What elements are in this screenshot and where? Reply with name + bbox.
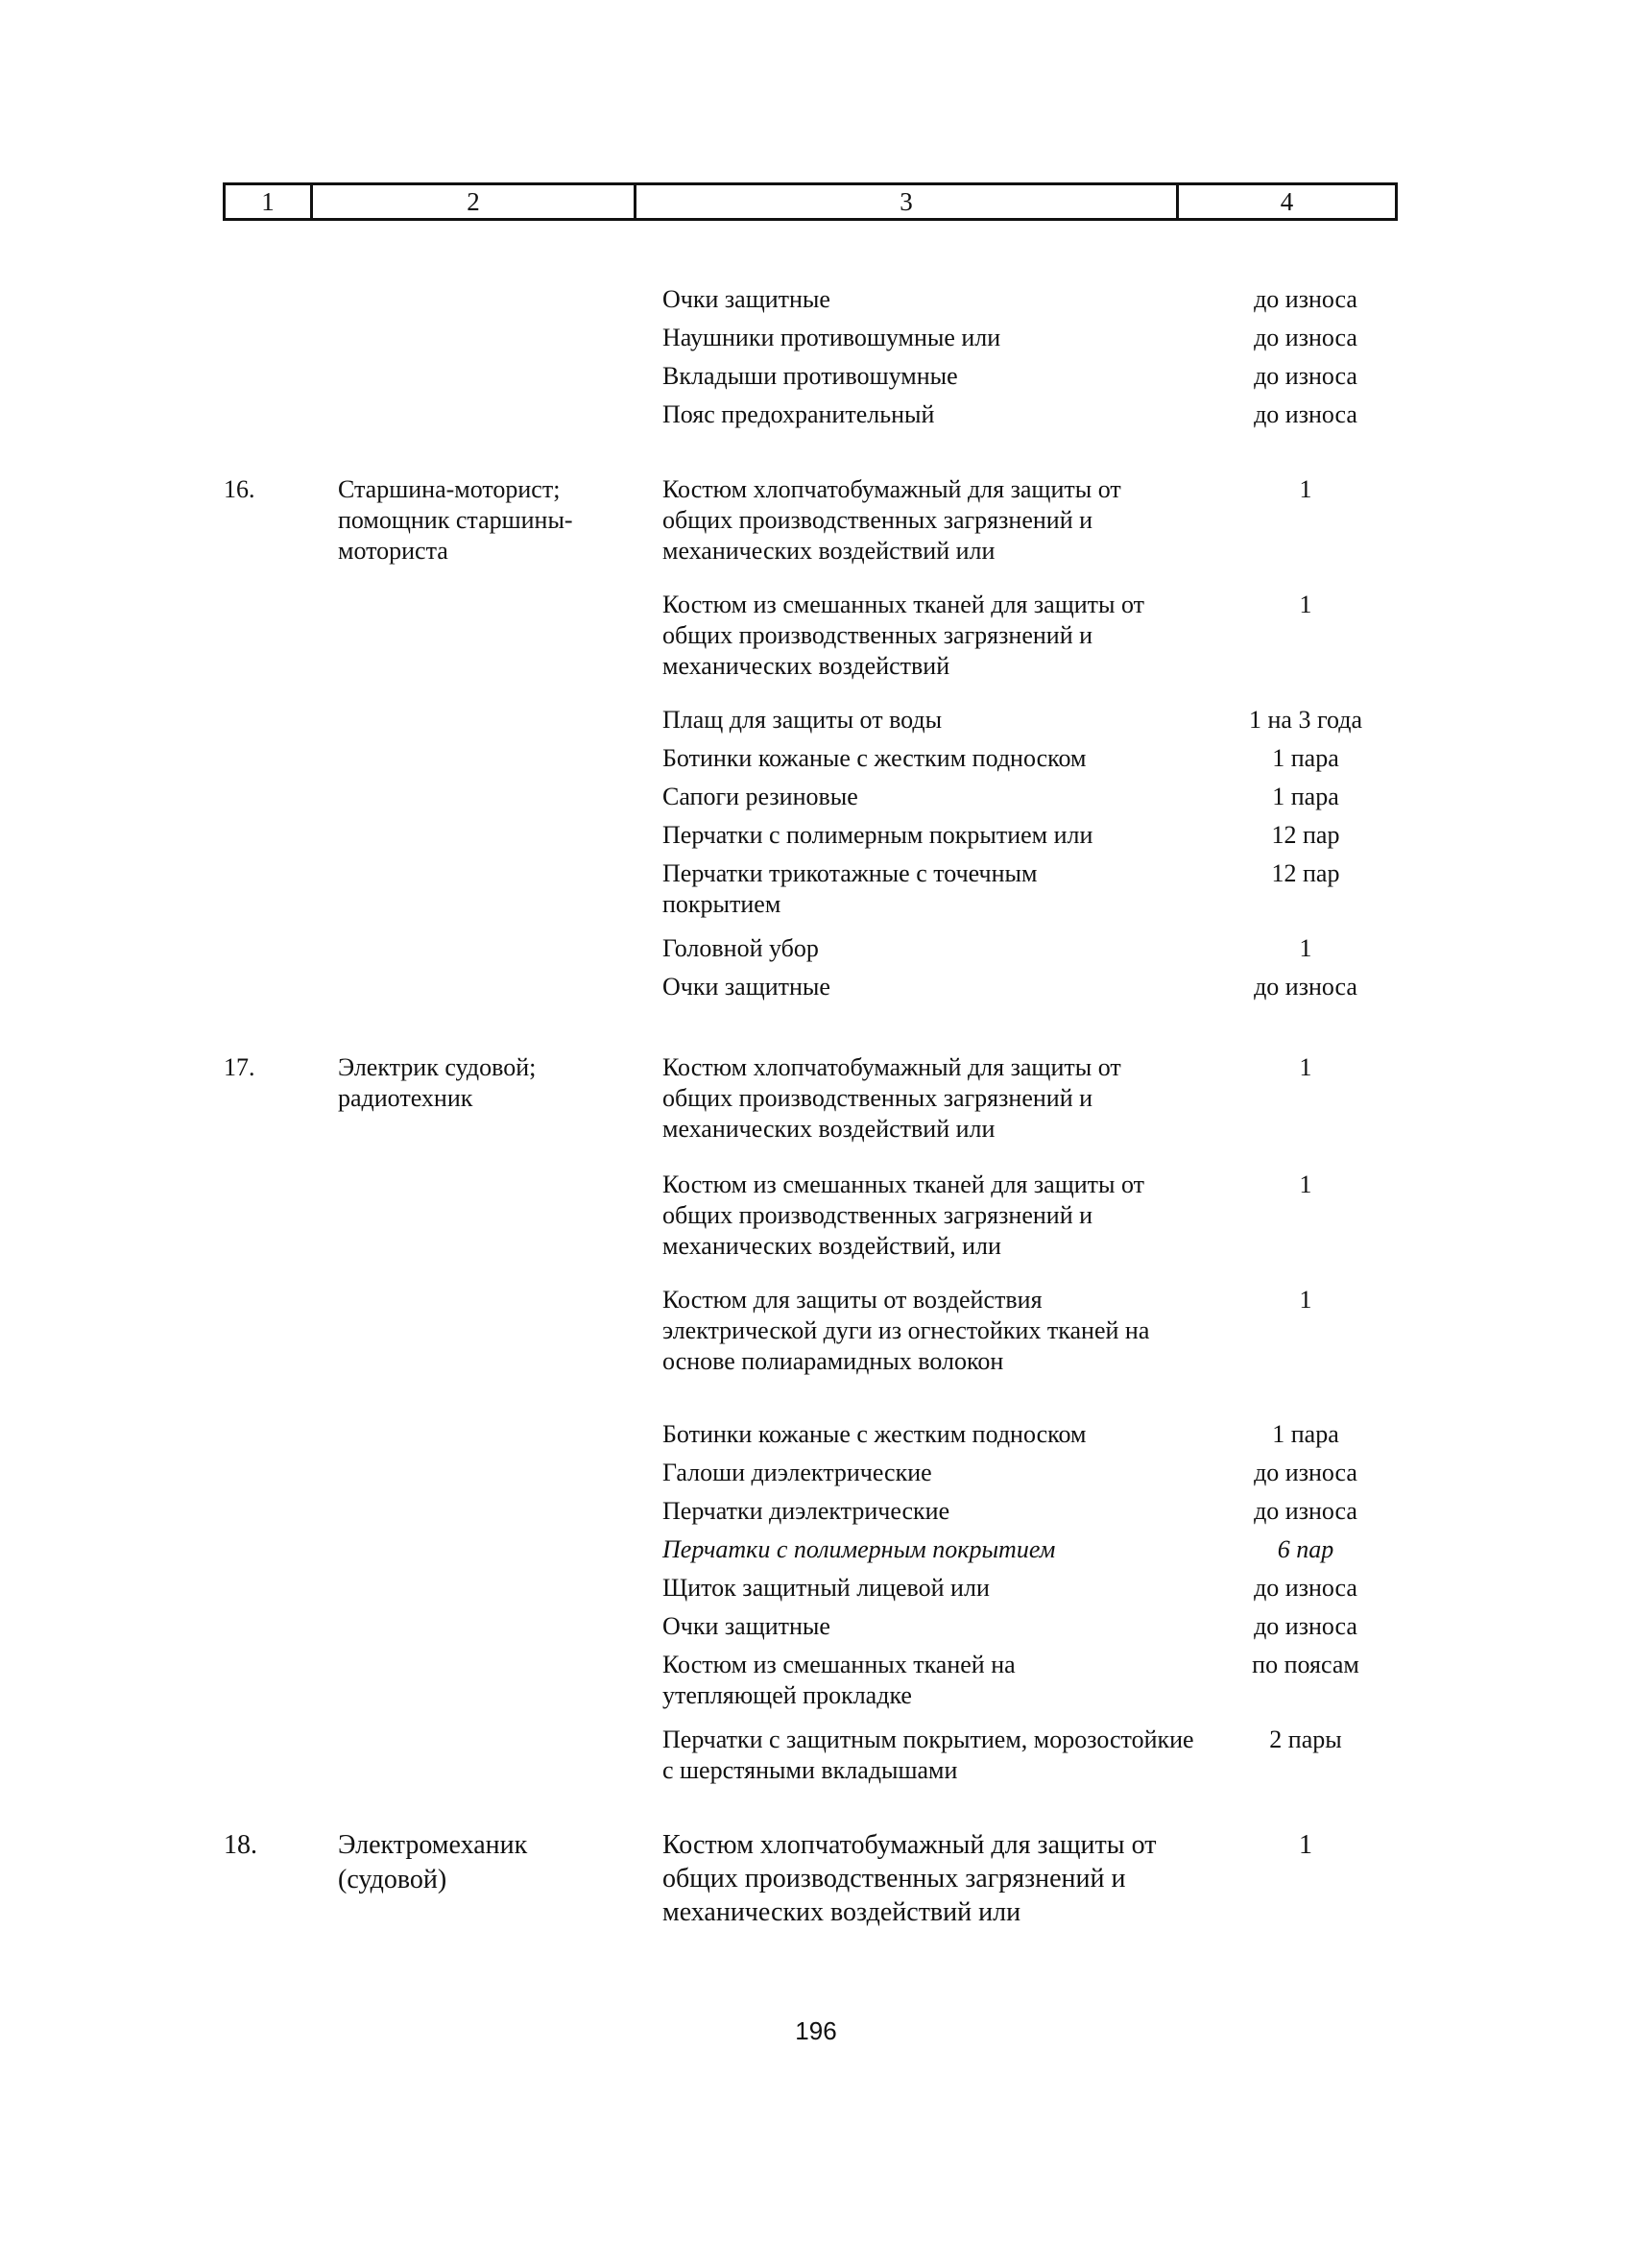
item-qty: по поясам — [1252, 1651, 1359, 1678]
profession-line: моториста — [338, 537, 448, 565]
item-qty: до износа — [1254, 324, 1357, 351]
item-name: Перчатки с защитным покрытием, морозостойкие с шерстяными вкладышами — [662, 1725, 1194, 1784]
row-number: 17. — [224, 1053, 255, 1081]
item-name: Галоши диэлектрические — [662, 1459, 932, 1486]
item-qty: 1 пара — [1272, 744, 1339, 772]
item-qty: 12 пар — [1271, 859, 1340, 887]
item-qty: до износа — [1254, 1574, 1357, 1602]
item-name: Костюм для защиты от воздействия электрической дуги из огнестойких тканей на основе полиарамидных волокон — [662, 1286, 1150, 1375]
item-name: Пояс предохранительный — [662, 400, 935, 428]
item-qty: до износа — [1254, 400, 1357, 428]
item-qty: 2 пары — [1269, 1725, 1342, 1753]
header-cell: 1 — [226, 185, 313, 218]
item-name: Ботинки кожаные с жестким подноском — [662, 1420, 1087, 1448]
row-number: 16. — [224, 475, 255, 503]
item-name: Костюм хлопчатобумажный для защиты от общих производственных загрязнений и механических воздействий или — [662, 1053, 1121, 1143]
item-qty: 12 пар — [1271, 821, 1340, 849]
item-name: Щиток защитный лицевой или — [662, 1574, 990, 1602]
item-name: Головной убор — [662, 934, 819, 962]
item-name: Костюм из смешанных тканей на утепляющей прокладке — [662, 1651, 1016, 1709]
item-qty: до износа — [1254, 1459, 1357, 1486]
item-qty: 1 — [1299, 1286, 1312, 1314]
item-qty: 1 — [1299, 1170, 1312, 1198]
item-name: Перчатки с полимерным покрытием или — [662, 821, 1093, 849]
item-qty: 1 — [1299, 591, 1312, 618]
table-header-row — [223, 182, 1398, 221]
item-qty: до износа — [1254, 362, 1357, 390]
item-name: Костюм хлопчатобумажный для защиты от общих производственных загрязнений и механических воздействий или — [662, 475, 1121, 565]
item-qty: до износа — [1254, 973, 1357, 1001]
item-name: Костюм из смешанных тканей для защиты от общих производственных загрязнений и механических воздействий, или — [662, 1170, 1144, 1260]
item-qty: 1 — [1299, 475, 1312, 503]
item-qty: 1 на 3 года — [1249, 706, 1362, 734]
item-name: Очки защитные — [662, 1612, 830, 1640]
header-cell: 2 — [313, 185, 636, 218]
item-name: Плащ для защиты от воды — [662, 706, 943, 734]
page-number: 196 — [795, 2016, 837, 2045]
item-name: Перчатки трикотажные с точечным покрытием — [662, 859, 1038, 918]
item-qty: до износа — [1254, 285, 1357, 313]
profession-line: помощник старшины- — [338, 506, 573, 534]
item-name: Костюм хлопчатобумажный для защиты от общих производственных загрязнений и механических воздействий или — [662, 1830, 1157, 1927]
item-qty: до износа — [1254, 1612, 1357, 1640]
item-name: Очки защитные — [662, 973, 830, 1001]
header-cell: 4 — [1280, 187, 1294, 216]
profession-line: Электрик судовой; — [338, 1053, 537, 1081]
item-qty: 1 пара — [1272, 1420, 1339, 1448]
profession-line: Электромеханик — [338, 1830, 528, 1860]
item-qty: 1 — [1299, 1053, 1312, 1081]
profession-line: радиотехник — [338, 1084, 473, 1112]
item-qty: 1 — [1299, 1830, 1312, 1860]
item-name: Ботинки кожаные с жестким подноском — [662, 744, 1087, 772]
item-qty: 1 пара — [1272, 783, 1339, 810]
row-number: 18. — [224, 1830, 257, 1860]
item-qty: 1 — [1299, 934, 1312, 962]
item-name: Перчатки диэлектрические — [662, 1497, 950, 1525]
item-qty: 6 пар — [1277, 1535, 1334, 1563]
header-cell: 3 — [636, 185, 1179, 218]
item-qty: до износа — [1254, 1497, 1357, 1525]
item-name: Наушники противошумные или — [662, 324, 1001, 351]
item-name: Костюм из смешанных тканей для защиты от общих производственных загрязнений и механических воздействий — [662, 591, 1144, 680]
profession-line: Старшина-моторист; — [338, 475, 561, 503]
item-name: Перчатки с полимерным покрытием — [662, 1535, 1056, 1563]
item-name: Очки защитные — [662, 285, 830, 313]
item-name: Вкладыши противошумные — [662, 362, 958, 390]
profession-line: (судовой) — [338, 1865, 447, 1894]
item-name: Сапоги резиновые — [662, 783, 858, 810]
